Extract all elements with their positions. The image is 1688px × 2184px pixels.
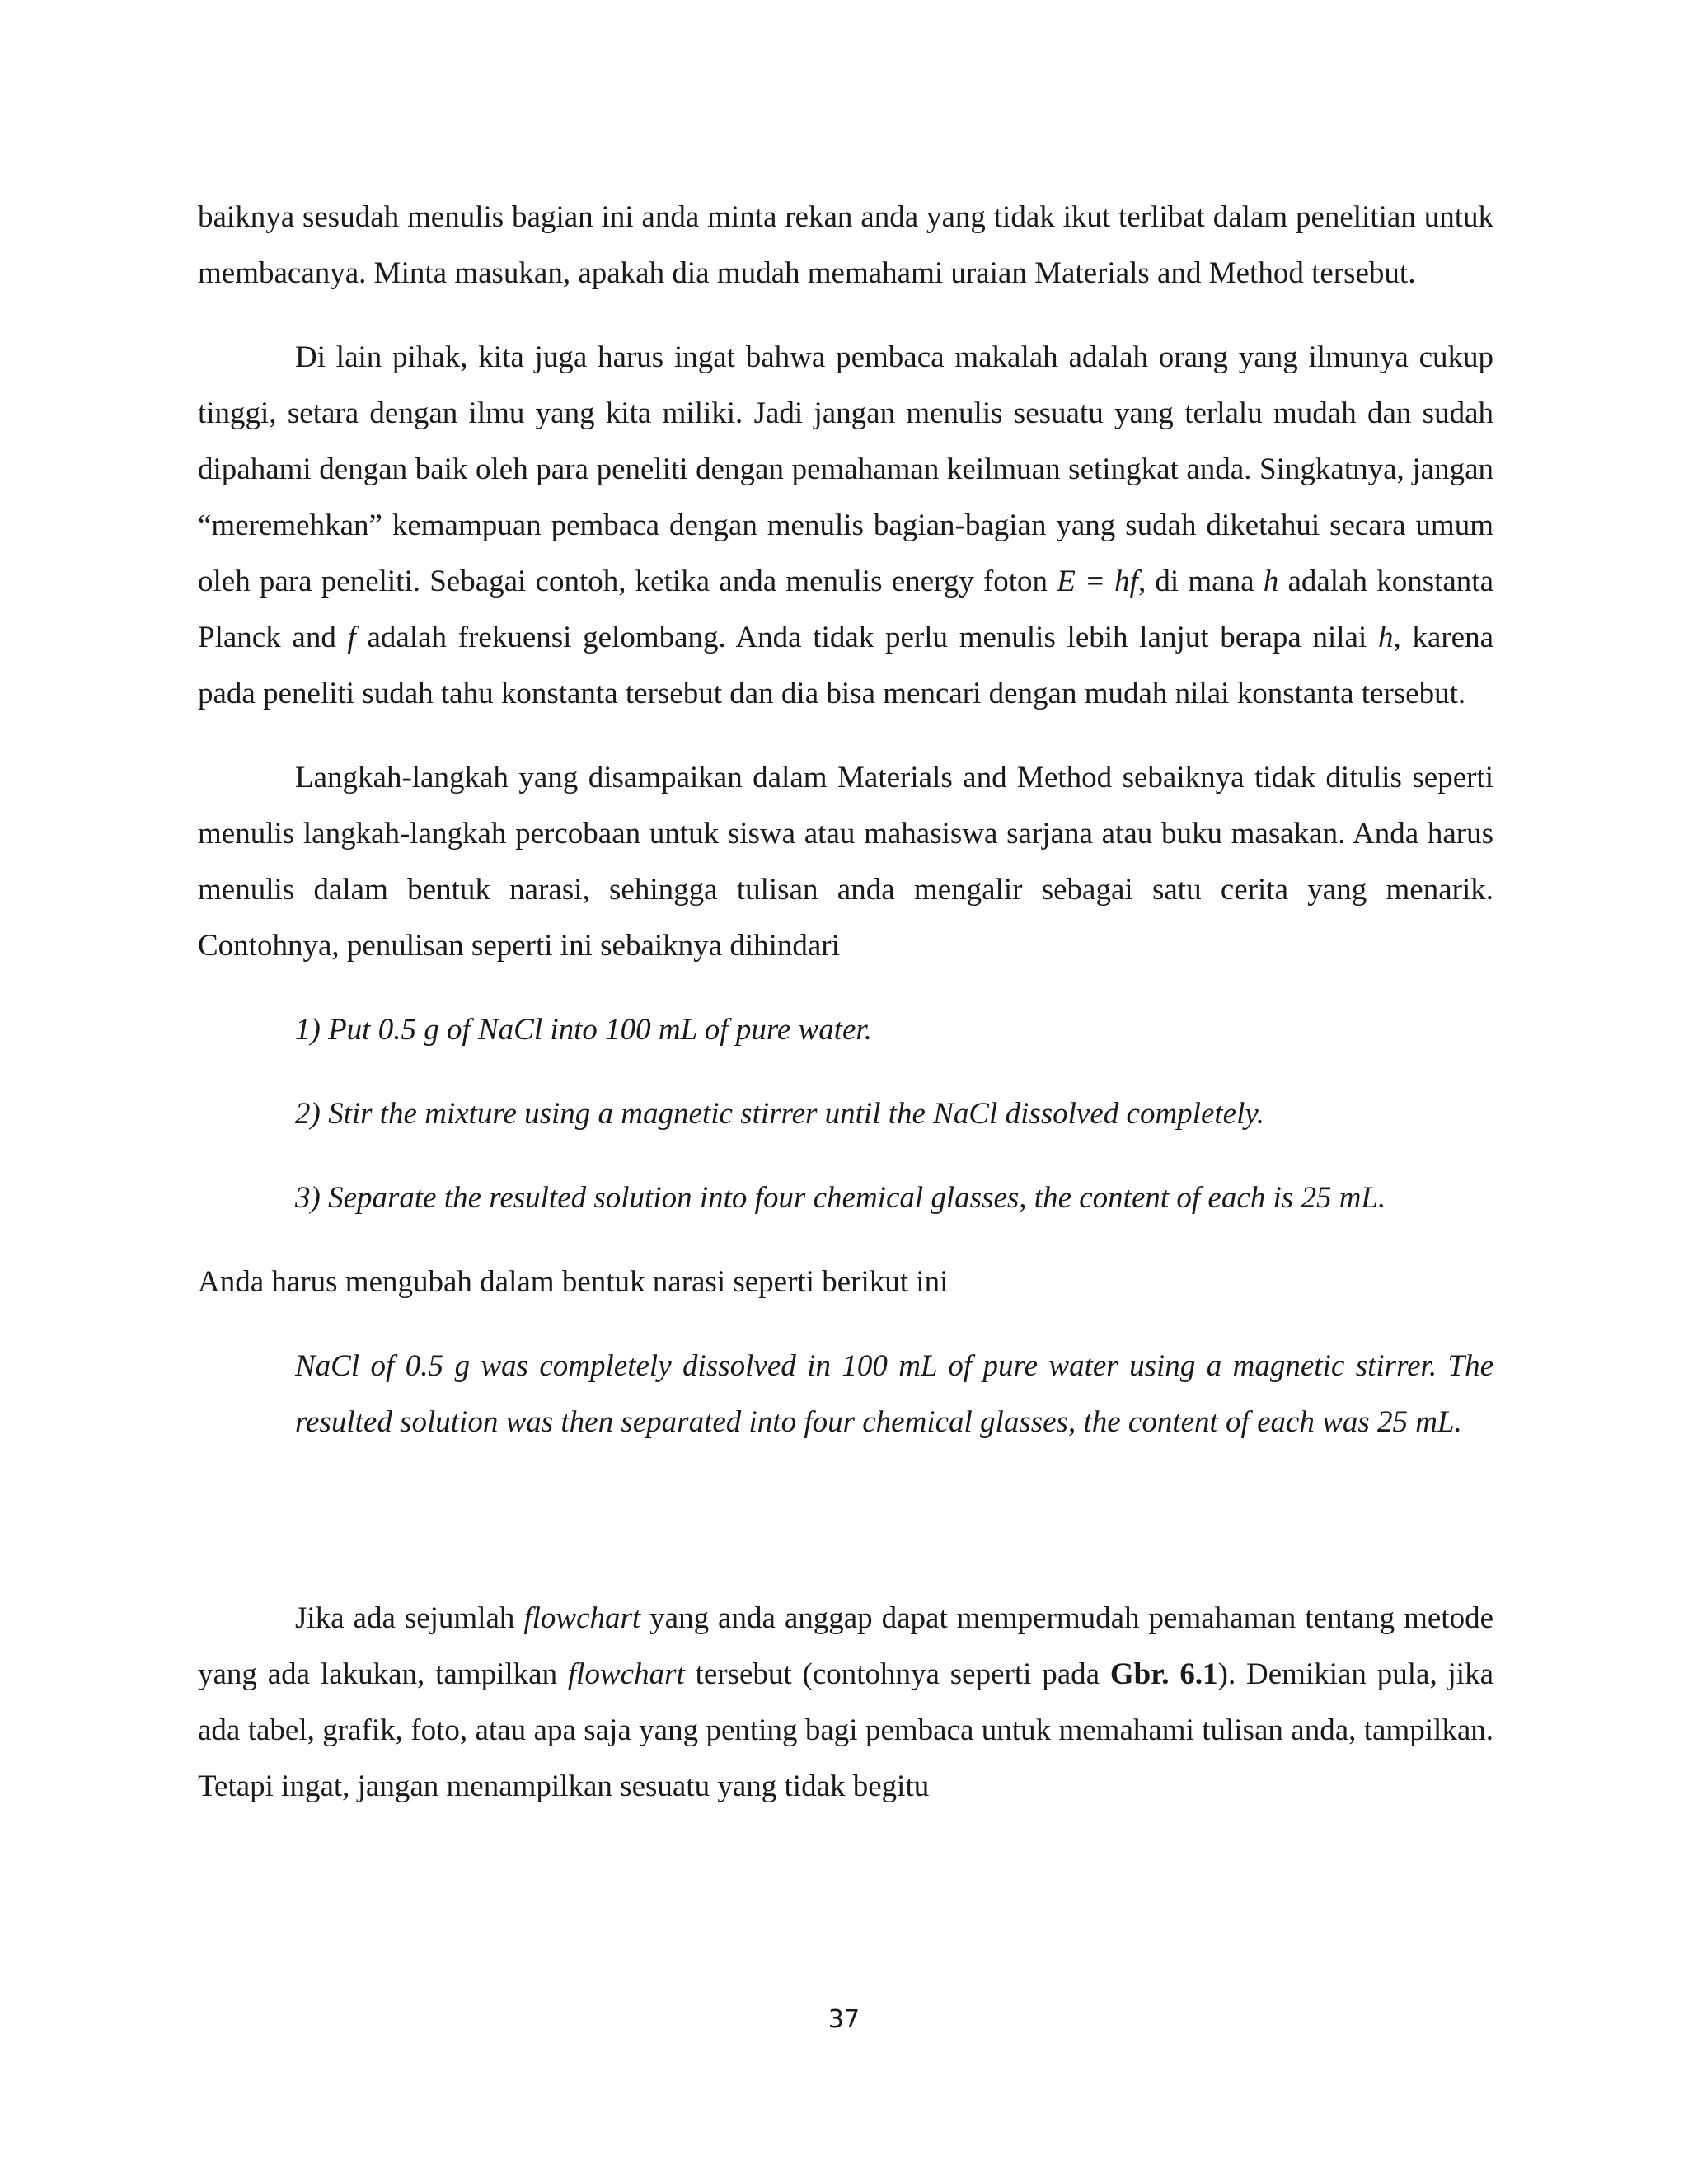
term-flowchart-second: flowchart bbox=[567, 1657, 685, 1691]
paragraph-2-part-a: Di lain pihak, kita juga harus ingat bahwa pembaca makalah adalah orang yang ilmunya cukup tinggi, setara dengan ilmu yang kita miliki. Jadi jangan menulis sesuatu yang terlalu mudah dan sudah dipahami dengan baik oleh para peneliti dengan pemahaman keilmuan setingkat anda. Singkatnya, jangan “meremehkan” kemampuan pembaca dengan menulis bagian-bagian yang sudah diketahui secara umum oleh para peneliti. Sebagai contoh, ketika anda menulis energy foton bbox=[198, 340, 1493, 598]
paragraph-2 bbox=[198, 330, 1493, 722]
paragraph-1: baiknya sesudah menulis bagian ini anda minta rekan anda yang tidak ikut terlibat dalam penelitian untuk membacanya. Minta masukan, apakah dia mudah memahami uraian Materials and Method tersebut. bbox=[198, 200, 1493, 290]
paragraph-5-part-c: tersebut (contohnya seperti pada bbox=[684, 1657, 1110, 1691]
paragraph-2-part-c: adalah konstanta Planck and bbox=[198, 565, 1493, 654]
paragraph-5-part-b: yang anda anggap dapat mempermudah pemahaman tentang metode yang ada lakukan, tampilkan bbox=[198, 1601, 1493, 1691]
paragraph-2-part-e: , karena pada peneliti sudah tahu konstanta tersebut dan dia bisa mencari dengan mudah nilai konstanta tersebut. bbox=[198, 621, 1493, 710]
paragraph-5 bbox=[198, 1591, 1493, 1815]
page-number: 37 bbox=[828, 2005, 860, 2034]
example-step-2: 2) Stir the mixture using a magnetic stirrer until the NaCl dissolved completely. bbox=[295, 1097, 1264, 1131]
paragraph-2-part-b: , di mana bbox=[1137, 565, 1264, 598]
narrative-example: NaCl of 0.5 g was completely dissolved in 100 mL of pure water using a magnetic stirrer. The resulted solution was then separated into four chemical glasses, the content of each was 25 mL. bbox=[295, 1349, 1493, 1439]
example-step-3: 3) Separate the resulted solution into four chemical glasses, the content of each is 25 mL. bbox=[295, 1181, 1386, 1215]
paragraph-3: Langkah-langkah yang disampaikan dalam Materials and Method sebaiknya tidak ditulis seperti menulis langkah-langkah percobaan untuk siswa atau mahasiswa sarjana atau buku masakan. Anda harus menulis dalam bentuk narasi, sehingga tulisan anda mengalir sebagai satu cerita yang menarik. Contohnya, penulisan seperti ini sebaiknya dihindari bbox=[198, 761, 1493, 963]
equation-photon-energy: E = hf bbox=[1057, 565, 1138, 598]
term-flowchart: flowchart bbox=[523, 1601, 641, 1635]
paragraph-5-part-a: Jika ada sejumlah bbox=[295, 1601, 524, 1635]
example-step-1: 1) Put 0.5 g of NaCl into 100 mL of pure water. bbox=[295, 1013, 872, 1047]
symbol-f: f bbox=[347, 621, 356, 654]
document-body bbox=[198, 190, 1493, 1815]
symbol-h: h bbox=[1263, 565, 1279, 598]
paragraph-5-part-d: ). Demikian pula, jika ada tabel, grafik, foto, atau apa saja yang penting bagi pembaca untuk memahami tulisan anda, tampilkan. Tetapi ingat, jangan menampilkan sesuatu yang tidak begitu bbox=[198, 1657, 1494, 1803]
spacer bbox=[198, 1451, 1493, 1591]
paragraph-4: Anda harus mengubah dalam bentuk narasi seperti berikut ini bbox=[198, 1265, 949, 1299]
symbol-h-second: h bbox=[1377, 621, 1394, 654]
paragraph-2-part-d: adalah frekuensi gelombang. Anda tidak perlu menulis lebih lanjut berapa nilai bbox=[355, 621, 1378, 654]
figure-reference: Gbr. 6.1 bbox=[1109, 1657, 1218, 1691]
